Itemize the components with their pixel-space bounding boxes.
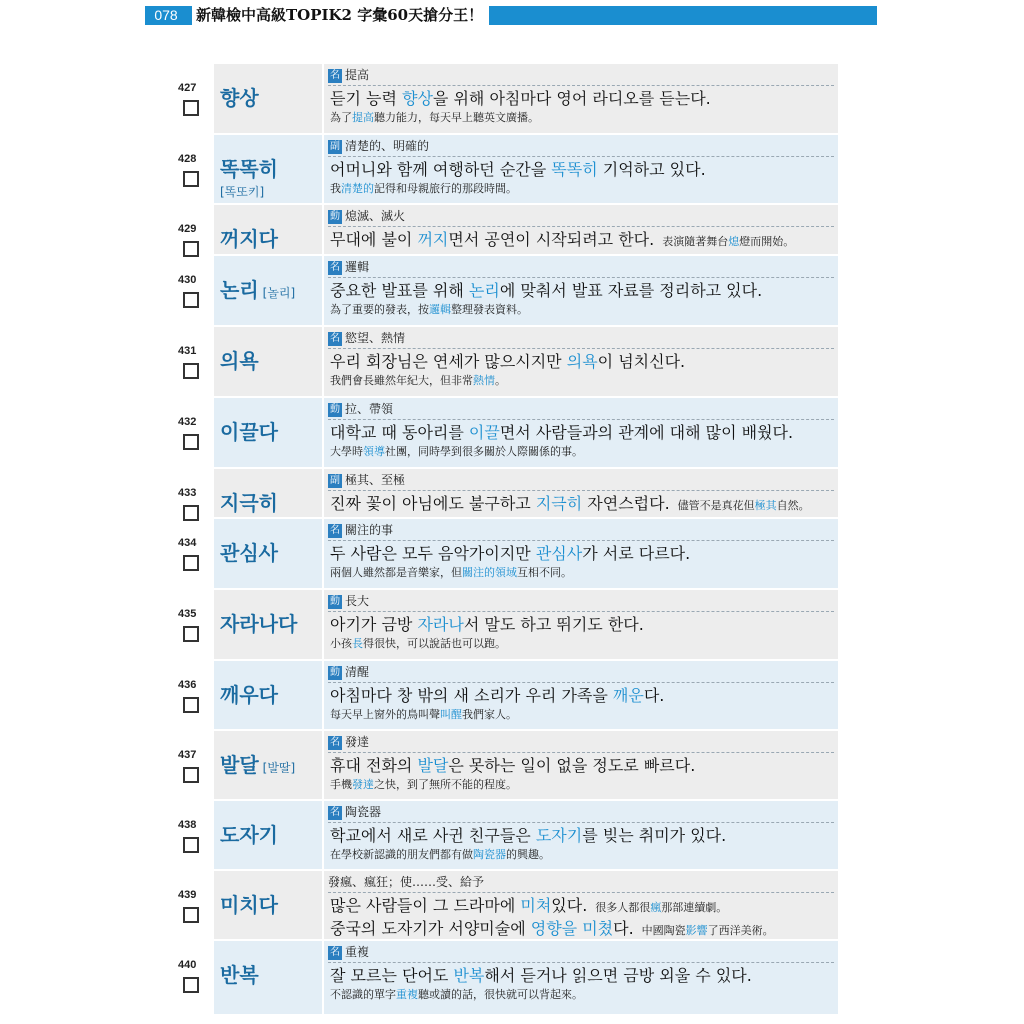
- entry-number: 436: [178, 679, 197, 691]
- definition-text: 長大: [345, 594, 370, 608]
- chinese-translation-text: 中國陶瓷: [641, 924, 686, 937]
- headword: [220, 823, 278, 847]
- korean-sentence-text: 진짜 꽃이 아님에도 불구하고: [330, 494, 536, 513]
- chinese-translation: [678, 499, 810, 512]
- entry-number-block: [178, 153, 208, 187]
- korean-sentence: [330, 230, 794, 252]
- definition-line: [328, 592, 834, 612]
- headword-text: 지극히: [220, 491, 278, 515]
- part-of-speech-badge: 名: [330, 736, 340, 748]
- headword-cell: [214, 661, 322, 729]
- korean-sentence-highlight: 반복: [453, 966, 485, 985]
- korean-sentence-highlight: 미쳐: [520, 896, 552, 915]
- headword-cell: [214, 327, 322, 396]
- vocab-entry: [178, 941, 838, 1016]
- chinese-translation-text: 燈而開始。: [739, 235, 795, 248]
- korean-sentence: [330, 756, 695, 776]
- headword-cell: [214, 469, 322, 517]
- definition-line: [328, 66, 834, 86]
- definition-text: 清醒: [345, 665, 370, 679]
- vocab-entry: [178, 256, 838, 327]
- headword: [220, 278, 295, 305]
- definition-text: 慾望、熱情: [345, 331, 406, 345]
- headword-cell: [214, 135, 322, 203]
- definition-line: [328, 521, 834, 541]
- vocab-entry: [178, 661, 838, 731]
- headword-text: 논리: [220, 278, 259, 302]
- chinese-translation-text: 手機: [330, 778, 352, 791]
- chinese-translation-text: 每天早上窗外的鳥叫聲: [330, 708, 440, 721]
- korean-sentence: [330, 686, 664, 706]
- korean-sentence-text: 아기가 금방: [330, 615, 418, 634]
- definition-text: 發瘋、瘋狂；使……受、給予: [328, 875, 485, 889]
- vocab-entry: [178, 205, 838, 256]
- chinese-translation: [330, 988, 583, 1002]
- headword-text: 꺼지다: [220, 227, 278, 251]
- korean-sentence-highlight: 깨운: [612, 686, 644, 705]
- chinese-translation-highlight: 關注的領域: [462, 566, 517, 579]
- entry-number: 435: [178, 608, 197, 620]
- chinese-translation-text: 儘管不是真花但: [677, 499, 755, 512]
- chinese-translation: [330, 848, 550, 862]
- pronunciation: [똑또키]: [220, 185, 265, 199]
- chinese-translation-text: 表演隨著舞台: [662, 235, 729, 248]
- part-of-speech-badge: 動: [330, 403, 340, 415]
- entry-number: 433: [178, 487, 197, 499]
- chinese-translation: [642, 924, 774, 937]
- korean-sentence-highlight: 이끌: [468, 423, 500, 442]
- korean-sentence-text: 중요한 발표를 위해: [330, 281, 469, 300]
- chinese-translation-highlight: 邏輯: [429, 303, 451, 316]
- chinese-translation-text: 我: [330, 182, 341, 195]
- chinese-translation-highlight: 熄: [728, 235, 740, 248]
- headword-cell: [214, 256, 322, 325]
- chinese-translation-highlight: 重複: [396, 988, 418, 1001]
- part-of-speech-badge: 動: [330, 210, 340, 222]
- chinese-translation-highlight: 清楚的: [341, 182, 374, 195]
- korean-sentence-text: 다.: [643, 686, 665, 705]
- vocab-entry: [178, 519, 838, 590]
- headword-text: 발달: [220, 753, 259, 777]
- headword-cell: [214, 801, 322, 869]
- entry-number-block: [178, 345, 208, 379]
- korean-sentence-text: 다.: [613, 919, 634, 938]
- definition-text: 邏輯: [345, 260, 370, 274]
- korean-sentence-text: 해서 듣거나 읽으면 금방 외울 수 있다.: [484, 966, 752, 985]
- chinese-translation: [662, 235, 794, 248]
- checkbox[interactable]: [183, 907, 199, 923]
- chinese-translation-text: 之快，到了無所不能的程度。: [374, 778, 517, 791]
- example-cell: [324, 731, 838, 799]
- headword-text: 자라나다: [220, 612, 298, 636]
- entry-number-block: [178, 416, 208, 450]
- korean-sentence-highlight: 발달: [417, 756, 449, 775]
- korean-sentence-text: 있다.: [551, 896, 588, 915]
- vocab-entry: [178, 871, 838, 941]
- entry-number-block: [178, 82, 208, 116]
- headword: [220, 893, 278, 917]
- definition-line: [328, 803, 834, 823]
- entry-number-block: [178, 959, 208, 993]
- chinese-translation-highlight: 熱情: [473, 374, 495, 387]
- entry-number-block: [178, 679, 208, 713]
- headword-cell: [214, 205, 322, 254]
- korean-sentence: [330, 352, 685, 372]
- korean-sentence-text: 우리 회장님은 연세가 많으시지만: [330, 352, 567, 371]
- entry-number: 430: [178, 274, 197, 286]
- headword: [220, 349, 259, 373]
- korean-sentence-text: 학교에서 새로 사귄 친구들은: [330, 826, 536, 845]
- entry-number: 427: [178, 82, 197, 94]
- chinese-translation-text: 互相不同。: [517, 566, 572, 579]
- headword-text: 관심사: [220, 541, 278, 565]
- korean-sentence: [330, 896, 727, 918]
- korean-sentence: [330, 89, 711, 109]
- korean-sentence: [330, 544, 690, 564]
- vocab-entry: [178, 731, 838, 801]
- checkbox[interactable]: [183, 171, 199, 187]
- korean-sentence-text: 아침마다 창 밖의 새 소리가 우리 가족을: [330, 686, 613, 705]
- chinese-translation: [330, 566, 572, 580]
- definition-line: [328, 733, 834, 753]
- example-cell: [324, 590, 838, 659]
- chinese-translation-text: 了西洋美術。: [707, 924, 774, 937]
- korean-sentence-text: 많은 사람들이 그 드라마에: [330, 896, 521, 915]
- entry-number-block: [178, 487, 208, 521]
- entry-number-block: [178, 608, 208, 642]
- korean-sentence-highlight: 꺼지: [417, 230, 449, 249]
- chinese-translation-text: 小孩: [330, 637, 352, 650]
- chinese-translation-text: 整理發表資料。: [451, 303, 528, 316]
- chinese-translation: [330, 111, 539, 125]
- korean-sentence-highlight: 의욕: [566, 352, 598, 371]
- korean-sentence-highlight: 논리: [468, 281, 500, 300]
- example-cell: [324, 941, 838, 1014]
- chinese-translation-highlight: 提高: [352, 111, 374, 124]
- definition-line: [328, 329, 834, 349]
- chinese-translation-text: 為了: [330, 111, 352, 124]
- checkbox[interactable]: [183, 767, 199, 783]
- chinese-translation: [330, 778, 517, 792]
- example-cell: [324, 205, 838, 254]
- chinese-translation-text: 的興趣。: [506, 848, 550, 861]
- part-of-speech-badge: 名: [330, 946, 340, 958]
- example-cell: [324, 327, 838, 396]
- chinese-translation: [330, 637, 506, 651]
- example-cell: [324, 661, 838, 729]
- headword-text: 도자기: [220, 823, 278, 847]
- definition-line: [328, 663, 834, 683]
- headword: [220, 227, 278, 251]
- part-of-speech-badge: 名: [330, 332, 340, 344]
- headword-text: 향상: [220, 86, 259, 110]
- part-of-speech-badge: 名: [330, 806, 340, 818]
- headword-text: 이끌다: [220, 420, 278, 444]
- headword: [220, 612, 297, 636]
- korean-sentence-text: 잘 모르는 단어도: [330, 966, 454, 985]
- vocabulary-list: [178, 64, 838, 1016]
- part-of-speech-badge: 名: [330, 69, 340, 81]
- headword-cell: [214, 64, 322, 133]
- headword: [220, 683, 278, 707]
- korean-sentence-text: 를 빚는 취미가 있다.: [582, 826, 727, 845]
- definition-text: 陶瓷器: [345, 805, 382, 819]
- chinese-translation: [330, 303, 528, 317]
- korean-sentence: [330, 494, 810, 516]
- definition-line: [328, 873, 834, 893]
- entry-number-block: [178, 223, 208, 257]
- chinese-translation-text: 社團，同時學到很多關於人際關係的事。: [385, 445, 583, 458]
- definition-text: 清楚的、明確的: [345, 139, 430, 153]
- korean-sentence-text: 서 말도 하고 뛰기도 한다.: [463, 615, 644, 634]
- entry-number: 434: [178, 537, 197, 549]
- chinese-translation-highlight: 瘋: [650, 901, 662, 914]
- chinese-translation-text: 記得和母親旅行的那段時間。: [374, 182, 517, 195]
- example-cell: [324, 256, 838, 325]
- page-number: 078: [154, 7, 178, 23]
- entry-number: 437: [178, 749, 197, 761]
- chinese-translation-text: 自然。: [776, 499, 810, 512]
- korean-sentence-highlight: 관심사: [535, 544, 583, 563]
- definition-line: [328, 207, 834, 227]
- definition-text: 提高: [345, 68, 370, 82]
- chinese-translation-highlight: 長: [352, 637, 363, 650]
- korean-sentence-text: 기억하고 있다.: [597, 160, 706, 179]
- checkbox[interactable]: [183, 977, 199, 993]
- korean-sentence-highlight: 지극히: [535, 494, 583, 513]
- korean-sentence-text: 가 서로 다르다.: [582, 544, 691, 563]
- pronunciation: [발딸]: [262, 761, 296, 775]
- korean-sentence: [330, 423, 793, 443]
- entry-number-block: [178, 537, 208, 571]
- headword-cell: [214, 590, 322, 659]
- part-of-speech-badge: 動: [330, 666, 340, 678]
- example-cell: [324, 519, 838, 588]
- chinese-translation-text: 我們家人。: [462, 708, 517, 721]
- page-title: 新韓檢中高級TOPIK2 字彙60天搶分王！: [192, 3, 489, 28]
- headword-cell: [214, 519, 322, 588]
- definition-text: 發達: [345, 735, 370, 749]
- chinese-translation-text: 得很快，可以說話也可以跑。: [363, 637, 506, 650]
- korean-sentence-highlight: 도자기: [535, 826, 583, 845]
- vocab-entry: [178, 398, 838, 469]
- korean-sentence: [330, 966, 752, 986]
- chinese-translation-highlight: 極其: [754, 499, 777, 512]
- vocab-entry: [178, 590, 838, 661]
- checkbox[interactable]: [183, 434, 199, 450]
- entry-number-block: [178, 889, 208, 923]
- chinese-translation-text: 我們會長雖然年紀大，但非常: [330, 374, 473, 387]
- example-cell: [324, 64, 838, 133]
- definition-text: 熄滅、滅火: [345, 209, 406, 223]
- definition-line: [328, 137, 834, 157]
- part-of-speech-badge: 名: [330, 261, 340, 273]
- headword-cell: [214, 871, 322, 939]
- korean-sentence-text: 에 맞춰서 발표 자료를 정리하고 있다.: [499, 281, 763, 300]
- entry-number: 432: [178, 416, 197, 428]
- korean-sentence-text: 두 사람은 모두 음악가이지만: [330, 544, 536, 563]
- definition-line: [328, 400, 834, 420]
- definition-line: [328, 943, 834, 963]
- korean-sentence-text: 대학교 때 동아리를: [330, 423, 469, 442]
- example-cell: [324, 135, 838, 203]
- checkbox[interactable]: [183, 100, 199, 116]
- definition-text: 拉、帶領: [345, 402, 394, 416]
- vocab-entry: [178, 64, 838, 135]
- korean-sentence-text: 어머니와 함께 여행하던 순간을: [330, 160, 552, 179]
- chinese-translation-highlight: 叫醒: [440, 708, 462, 721]
- headword-text: 의욕: [220, 349, 259, 373]
- korean-sentence-text: 듣기 능력: [330, 89, 402, 108]
- vocab-entry: [178, 135, 838, 205]
- entry-number: 440: [178, 959, 197, 971]
- part-of-speech-badge: 動: [330, 595, 340, 607]
- korean-sentence-text: 이 넘치신다.: [597, 352, 686, 371]
- part-of-speech-badge: 副: [330, 140, 340, 152]
- chinese-translation: [595, 901, 727, 914]
- definition-text: 重複: [345, 945, 370, 959]
- chinese-translation-text: 。: [495, 374, 506, 387]
- entry-number: 438: [178, 819, 197, 831]
- headword-cell: [214, 731, 322, 799]
- korean-sentence: [330, 919, 774, 941]
- example-cell: [324, 398, 838, 467]
- korean-sentence: [330, 160, 706, 180]
- chinese-translation-text: 在學校新認識的朋友們都有做: [330, 848, 473, 861]
- vocab-entry: [178, 469, 838, 519]
- chinese-translation: [330, 708, 517, 722]
- headword: [220, 541, 278, 565]
- chinese-translation-highlight: 領導: [363, 445, 385, 458]
- chinese-translation-text: 兩個人雖然都是音樂家，但: [330, 566, 462, 579]
- chinese-translation-highlight: 陶瓷器: [473, 848, 506, 861]
- chinese-translation-text: 不認識的單字: [330, 988, 396, 1001]
- definition-line: [328, 258, 834, 278]
- headword-text: 반복: [220, 963, 259, 987]
- korean-sentence-text: 을 위해 아침마다 영어 라디오를 듣는다.: [432, 89, 711, 108]
- headword: [220, 420, 278, 444]
- korean-sentence: [330, 281, 762, 301]
- korean-sentence: [330, 826, 726, 846]
- headword-cell: [214, 398, 322, 467]
- korean-sentence-text: 중국의 도자기가 서양미술에: [330, 919, 531, 938]
- checkbox[interactable]: [183, 837, 199, 853]
- headword-cell: [214, 941, 322, 1014]
- chinese-translation-text: 大學時: [330, 445, 363, 458]
- entry-number-block: [178, 819, 208, 853]
- korean-sentence-text: 휴대 전화의: [330, 756, 418, 775]
- chinese-translation: [330, 374, 506, 388]
- example-cell: [324, 871, 838, 939]
- korean-sentence-text: 은 못하는 일이 없을 정도로 빠르다.: [448, 756, 696, 775]
- korean-sentence: [330, 615, 644, 635]
- checkbox[interactable]: [183, 626, 199, 642]
- headword: [220, 753, 295, 780]
- chinese-translation: [330, 445, 583, 459]
- korean-sentence-highlight: 자라나: [417, 615, 464, 634]
- entry-number: 428: [178, 153, 197, 165]
- definition-text: 關注的事: [345, 523, 394, 537]
- headword-text: 깨우다: [220, 683, 278, 707]
- part-of-speech-badge: 副: [330, 474, 340, 486]
- chinese-translation-text: 那部連續劇。: [661, 901, 728, 914]
- entry-number-block: [178, 274, 208, 308]
- checkbox[interactable]: [183, 292, 199, 308]
- vocab-entry: [178, 801, 838, 871]
- korean-sentence-text: 자연스럽다.: [582, 494, 670, 513]
- checkbox[interactable]: [183, 241, 199, 257]
- vocab-entry: [178, 327, 838, 398]
- definition-line: [328, 471, 834, 491]
- checkbox[interactable]: [183, 697, 199, 713]
- korean-sentence-text: 면서 공연이 시작되려고 한다.: [448, 230, 655, 249]
- part-of-speech-badge: 名: [330, 524, 340, 536]
- headword-text: 똑똑히: [220, 157, 278, 181]
- chinese-translation-text: 聽力能力，每天早上聽英文廣播。: [374, 111, 539, 124]
- korean-sentence-highlight: 똑똑히: [551, 160, 598, 179]
- chinese-translation-highlight: 發達: [352, 778, 374, 791]
- headword: [220, 491, 278, 515]
- pronunciation: [놀리]: [262, 286, 296, 300]
- example-cell: [324, 801, 838, 869]
- entry-number: 429: [178, 223, 197, 235]
- headword: [220, 157, 278, 181]
- chinese-translation-text: 為了重要的發表，按: [330, 303, 429, 316]
- headword-text: 미치다: [220, 893, 278, 917]
- checkbox[interactable]: [183, 555, 199, 571]
- checkbox[interactable]: [183, 363, 199, 379]
- chinese-translation-text: 很多人都很: [595, 901, 651, 914]
- chinese-translation-text: 聽或讀的話，很快就可以背起來。: [418, 988, 583, 1001]
- korean-sentence-highlight: 영향을 미쳤: [530, 919, 614, 938]
- example-cell: [324, 469, 838, 517]
- entry-number: 439: [178, 889, 197, 901]
- korean-sentence-text: 무대에 불이: [330, 230, 418, 249]
- korean-sentence-highlight: 향상: [402, 89, 433, 108]
- headword: [220, 86, 259, 110]
- definition-text: 極其、至極: [345, 473, 406, 487]
- chinese-translation-highlight: 影響: [685, 924, 708, 937]
- entry-number-block: [178, 749, 208, 783]
- korean-sentence-text: 면서 사람들과의 관계에 대해 많이 배웠다.: [499, 423, 794, 442]
- headword: [220, 963, 259, 987]
- entry-number: 431: [178, 345, 197, 357]
- chinese-translation: [330, 182, 517, 196]
